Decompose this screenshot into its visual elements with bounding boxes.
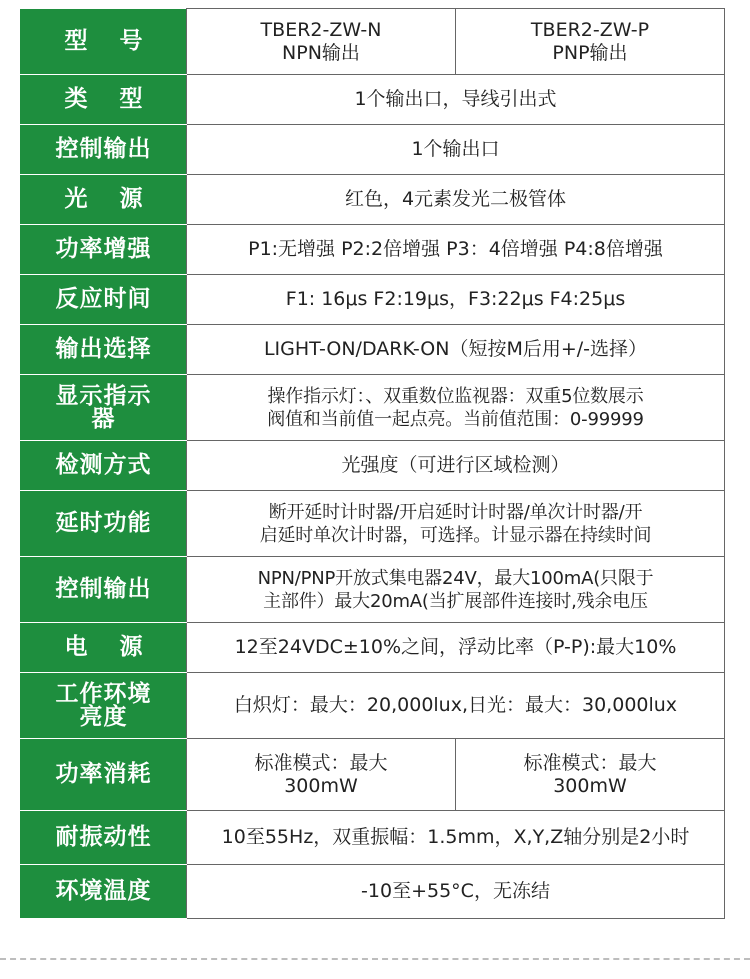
spec-label: 控制输出 xyxy=(21,557,187,623)
spec-value: 标准模式：最大 300mW xyxy=(187,739,456,811)
spec-row xyxy=(21,125,725,175)
spec-value: TBER2-ZW-P PNP输出 xyxy=(456,9,725,75)
spec-row xyxy=(21,441,725,491)
spec-value: -10至+55°C，无冻结 xyxy=(187,865,725,919)
spec-row xyxy=(21,623,725,673)
spec-label: 光 源 xyxy=(21,175,187,225)
spec-label: 检测方式 xyxy=(21,441,187,491)
spec-row xyxy=(21,275,725,325)
spec-row xyxy=(21,175,725,225)
spec-value: 操作指示灯：、双重数位监视器：双重5位数展示 阀值和当前值一起点亮。当前值范围：0-99999 xyxy=(187,375,725,441)
spec-label: 反应时间 xyxy=(21,275,187,325)
spec-value: 标准模式：最大 300mW xyxy=(456,739,725,811)
dashed-divider xyxy=(0,958,750,960)
spec-value: 白炽灯：最大：20,000lux,日光：最大：30,000lux xyxy=(187,673,725,739)
spec-label: 功率消耗 xyxy=(21,739,187,811)
spec-row xyxy=(21,75,725,125)
spec-label: 类 型 xyxy=(21,75,187,125)
spec-label: 耐振动性 xyxy=(21,811,187,865)
spec-table-body xyxy=(21,9,725,919)
spec-value: LIGHT-ON/DARK-ON（短按M后用+/-选择） xyxy=(187,325,725,375)
spec-value: 10至55Hz，双重振幅：1.5mm，X,Y,Z轴分别是2小时 xyxy=(187,811,725,865)
spec-value: 12至24VDC±10%之间，浮动比率（P-P):最大10% xyxy=(187,623,725,673)
spec-label: 控制输出 xyxy=(21,125,187,175)
spec-label: 电 源 xyxy=(21,623,187,673)
spec-label: 显示指示 器 xyxy=(21,375,187,441)
spec-value: 1个输出口，导线引出式 xyxy=(187,75,725,125)
spec-row xyxy=(21,739,725,811)
spec-row xyxy=(21,557,725,623)
spec-label: 环境温度 xyxy=(21,865,187,919)
spec-value: F1: 16μs F2:19μs，F3:22μs F4:25μs xyxy=(187,275,725,325)
spec-value: 断开延时计时器/开启延时计时器/单次计时器/开 启延时单次计时器，可选择。计显示器在持续时间 xyxy=(187,491,725,557)
spec-row xyxy=(21,375,725,441)
spec-row xyxy=(21,9,725,75)
spec-label: 输出选择 xyxy=(21,325,187,375)
spec-row xyxy=(21,325,725,375)
spec-label: 功率增强 xyxy=(21,225,187,275)
spec-row xyxy=(21,491,725,557)
spec-row xyxy=(21,673,725,739)
spec-label: 工作环境 亮度 xyxy=(21,673,187,739)
spec-row xyxy=(21,225,725,275)
spec-row xyxy=(21,865,725,919)
spec-value: TBER2-ZW-N NPN输出 xyxy=(187,9,456,75)
spec-table xyxy=(20,8,725,919)
spec-value: NPN/PNP开放式集电器24V，最大100mA(只限于 主部件）最大20mA(当扩展部件连接时,残余电压 xyxy=(187,557,725,623)
spec-value: 红色，4元素发光二极管体 xyxy=(187,175,725,225)
spec-row xyxy=(21,811,725,865)
spec-value: P1:无增强 P2:2倍增强 P3：4倍增强 P4:8倍增强 xyxy=(187,225,725,275)
spec-value: 1个输出口 xyxy=(187,125,725,175)
spec-label: 型 号 xyxy=(21,9,187,75)
spec-label: 延时功能 xyxy=(21,491,187,557)
spec-value: 光强度（可进行区域检测） xyxy=(187,441,725,491)
